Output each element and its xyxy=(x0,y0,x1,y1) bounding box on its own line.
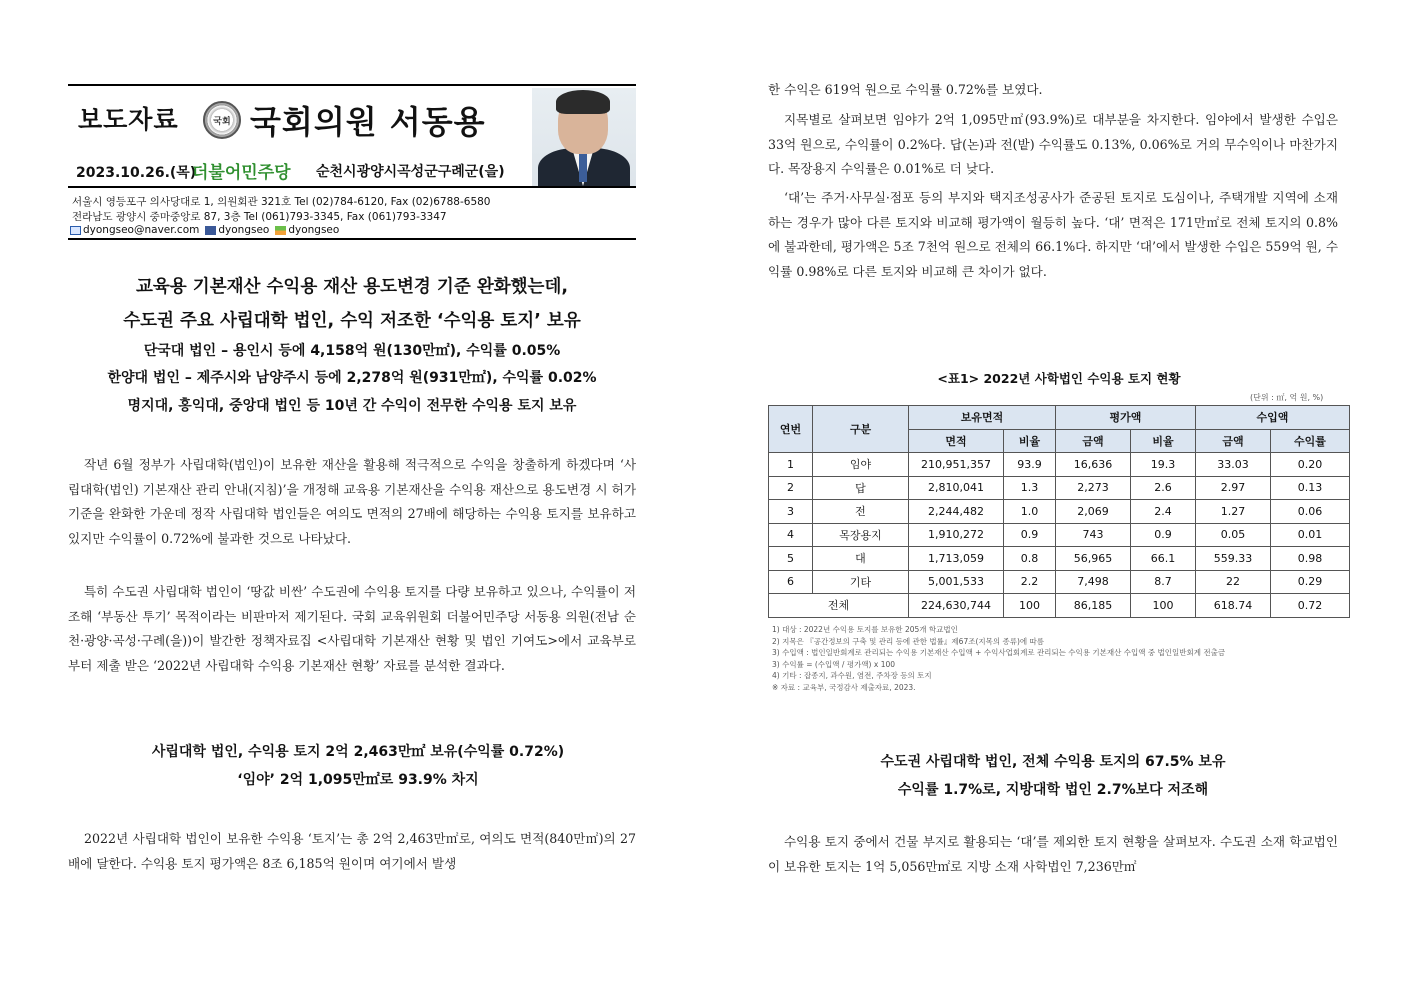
gwangyang-address: 전라남도 광양시 중마중앙로 87, 3층 Tel (061)793-3345, Fax (061)793-3347 xyxy=(72,211,447,223)
table-cell: 기타 xyxy=(813,570,909,594)
headline-line-2: 수도권 주요 사립대학 법인, 수익 저조한 ‘수익용 토지’ 보유 xyxy=(123,311,581,331)
table-cell: 19.3 xyxy=(1131,453,1196,477)
table-cell: 2,069 xyxy=(1056,500,1131,524)
table-cell: 0.9 xyxy=(1131,523,1196,547)
table-cell: 559.33 xyxy=(1196,547,1271,571)
body-paragraph-1: 작년 6월 정부가 사립대학(법인)이 보유한 재산을 활용해 적극적으로 수익을 창출하게 하겠다며 ‘사립대학(법인) 기본재산 관리 안내(지침)’을 개정해 교육용 기본재산을 수익용 재산으로 용도변경 시 허가 기준을 완화한 가운데 정작 사립대학 법인들은 여의도 면적의 27배에 해당하는 수익용 토지를 보유하고 있지만 수익률이 0.72%에 불과한 것으로 나타났다. xyxy=(68,457,636,546)
table-cell: 0.72 xyxy=(1271,594,1350,618)
table-cell: 전체 xyxy=(769,594,909,618)
table-cell: 대 xyxy=(813,547,909,571)
table-cell: 1,713,059 xyxy=(909,547,1004,571)
table-cell: 0.8 xyxy=(1004,547,1056,571)
table-notes xyxy=(772,624,1225,693)
release-date: 2023.10.26.(목) xyxy=(76,165,197,181)
table-row xyxy=(769,500,1350,524)
table-cell: 66.1 xyxy=(1131,547,1196,571)
table-cell: 3 xyxy=(769,500,813,524)
table-cell: 56,965 xyxy=(1056,547,1131,571)
table-cell: 1.3 xyxy=(1004,476,1056,500)
table-cell: 618.74 xyxy=(1196,594,1271,618)
table-cell: 8.7 xyxy=(1131,570,1196,594)
table-cell: 1.27 xyxy=(1196,500,1271,524)
table-cell: 0.20 xyxy=(1271,453,1350,477)
table-cell: 0.05 xyxy=(1196,523,1271,547)
national-assembly-seal-icon: 국회 xyxy=(203,101,241,139)
land-holdings-table xyxy=(768,405,1350,618)
body-paragraph-5: ‘대’는 주거·사무실·점포 등의 부지와 택지조성공사가 준공된 토지로 도심이나, 주택개발 지역에 소재하는 경우가 많아 다른 토지와 비교해 평가액이 월등히 높다. ‘대’ 면적은 171만㎡로 전체 토지의 0.8%에 불과한데, 평가액은 5조 7천억 원으로 전체의 66.1%다. 하지만 ‘대’에서 발생한 수입은 559억 원, 수익률 0.98%로 다른 토지와 비교해 큰 차이가 없다. xyxy=(768,190,1338,279)
subheadline-2: 한양대 법인 – 제주시와 남양주시 등에 2,278억 원(931만㎡), 수익률 0.02% xyxy=(107,370,597,386)
body-paragraph-6: 수익용 토지 중에서 건물 부지로 활용되는 ‘대’를 제외한 토지 현황을 살펴보자. 수도권 소재 학교법인이 보유한 토지는 1억 5,056만㎡로 지방 소재 사학법인 7,236만㎡ xyxy=(768,834,1338,874)
col-header-income: 수입액 xyxy=(1196,406,1350,430)
table-cell: 0.29 xyxy=(1271,570,1350,594)
col-header-ratio: 비율 xyxy=(1004,429,1056,453)
table-cell: 1 xyxy=(769,453,813,477)
table-cell: 0.9 xyxy=(1004,523,1056,547)
blog-icon xyxy=(275,226,286,235)
email-link[interactable]: dyongseo@naver.com xyxy=(70,224,199,236)
col-header-yield: 수익률 xyxy=(1271,429,1350,453)
table-row xyxy=(769,570,1350,594)
table-cell: 5,001,533 xyxy=(909,570,1004,594)
headline-line-1: 교육용 기본재산 수익용 재산 용도변경 기준 완화했는데, xyxy=(135,277,569,297)
table-row xyxy=(769,453,1350,477)
table-cell: 임야 xyxy=(813,453,909,477)
col-header-no: 연번 xyxy=(769,406,813,453)
table-cell: 7,498 xyxy=(1056,570,1131,594)
table-cell: 210,951,357 xyxy=(909,453,1004,477)
blog-link[interactable]: dyongseo xyxy=(275,224,339,236)
col-header-amount2: 금액 xyxy=(1196,429,1271,453)
section-heading-2a: 수도권 사립대학 법인, 전체 수익용 토지의 67.5% 보유 xyxy=(880,754,1226,770)
lawmaker-name: 국회의원 서동용 xyxy=(250,103,486,141)
facebook-icon xyxy=(205,226,216,235)
table-cell: 0.13 xyxy=(1271,476,1350,500)
table-cell: 2,810,041 xyxy=(909,476,1004,500)
table-cell: 4 xyxy=(769,523,813,547)
table-cell: 100 xyxy=(1004,594,1056,618)
table-cell: 16,636 xyxy=(1056,453,1131,477)
col-header-value: 평가액 xyxy=(1056,406,1196,430)
header-mid-rule xyxy=(68,186,636,188)
table-note: 3) 수익률 = (수입액 / 평가액) x 100 xyxy=(772,659,896,669)
table-cell: 22 xyxy=(1196,570,1271,594)
section-heading-2b: 수익률 1.7%로, 지방대학 법인 2.7%보다 저조해 xyxy=(897,782,1209,798)
table-note: 1) 대상 : 2022년 수익용 토지를 보유한 205개 학교법인 xyxy=(772,625,958,634)
facebook-link[interactable]: dyongseo xyxy=(205,224,269,236)
district-name: 순천시광양시곡성군구례군(을) xyxy=(316,164,505,180)
table-cell: 1.0 xyxy=(1004,500,1056,524)
table-cell: 100 xyxy=(1131,594,1196,618)
table-cell: 5 xyxy=(769,547,813,571)
table-cell: 0.06 xyxy=(1271,500,1350,524)
section-heading-1b: ‘임야’ 2억 1,095만㎡로 93.9% 차지 xyxy=(237,772,479,788)
press-release-label: 보도자료 xyxy=(78,105,179,134)
table-title: <표1> 2022년 사학법인 수익용 토지 현황 xyxy=(937,371,1181,386)
col-header-ratio2: 비율 xyxy=(1131,429,1196,453)
body-paragraph-3: 2022년 사립대학 법인이 보유한 수익용 ‘토지’는 총 2억 2,463만㎡로, 여의도 면적(840만㎡)의 27배에 달한다. 수익용 토지 평가액은 8조 6,185억 원이며 여기에서 발생 xyxy=(68,831,636,871)
table-cell: 743 xyxy=(1056,523,1131,547)
table-cell: 목장용지 xyxy=(813,523,909,547)
subheadline-1: 단국대 법인 – 용인시 등에 4,158억 원(130만㎡), 수익률 0.05% xyxy=(143,343,561,359)
table-total-row xyxy=(769,594,1350,618)
table-unit: (단위 : ㎡, 억 원, %) xyxy=(1250,393,1324,402)
table-cell: 2.2 xyxy=(1004,570,1056,594)
table-note: ※ 자료 : 교육부, 국정감사 제출자료, 2023. xyxy=(772,682,916,692)
table-cell: 2.4 xyxy=(1131,500,1196,524)
table-cell: 0.01 xyxy=(1271,523,1350,547)
lawmaker-photo xyxy=(532,88,636,186)
table-row xyxy=(769,523,1350,547)
body-paragraph-2: 특히 수도권 사립대학 법인이 ‘땅값 비싼’ 수도권에 수익용 토지를 다량 보유하고 있으나, 수익률이 저조해 ‘부동산 투기’ 목적이라는 비판마저 제기된다. 국회 교육위원회 더불어민주당 서동용 의원(전남 순천·광양·곡성·구례(을))이 발간한 정책자료집 <사립대학 기본재산 현황 및 법인 기여도>에서 교육부로부터 제출 받은 ‘2022년 사립대학 수익용 기본재산 현황’ 자료를 분석한 결과다. xyxy=(68,584,636,673)
col-header-area: 면적 xyxy=(909,429,1004,453)
seoul-address: 서울시 영등포구 의사당대로 1, 의원회관 321호 Tel (02)784-6120, Fax (02)6788-6580 xyxy=(72,196,491,208)
table-cell: 6 xyxy=(769,570,813,594)
contact-links xyxy=(70,224,339,236)
header-bottom-rule xyxy=(68,238,636,240)
table-cell: 224,630,744 xyxy=(909,594,1004,618)
table-note: 2) 지목은 『공간정보의 구축 및 관리 등에 관한 법률』제67조(지목의 종류)에 따름 xyxy=(772,636,1045,646)
table-cell: 2,273 xyxy=(1056,476,1131,500)
table-cell: 2 xyxy=(769,476,813,500)
col-header-category: 구분 xyxy=(813,406,909,453)
header-top-rule xyxy=(68,84,636,86)
table-cell: 2.6 xyxy=(1131,476,1196,500)
table-cell: 93.9 xyxy=(1004,453,1056,477)
mail-icon xyxy=(70,226,81,235)
table-note: 4) 기타 : 잡종지, 과수원, 염전, 주차장 등의 토지 xyxy=(772,671,932,680)
table-note: 3) 수입액 : 법인일반회계로 관리되는 수익용 기본재산 수입액 + 수익사업회계로 관리되는 수익용 기본재산 수입액 중 법인일반회계 전출금 xyxy=(772,648,1226,657)
section-heading-1a: 사립대학 법인, 수익용 토지 2억 2,463만㎡ 보유(수익률 0.72%) xyxy=(151,744,565,760)
subheadline-3: 명지대, 홍익대, 중앙대 법인 등 10년 간 수익이 전무한 수익용 토지 보유 xyxy=(127,398,577,414)
table-cell: 2.97 xyxy=(1196,476,1271,500)
table-cell: 86,185 xyxy=(1056,594,1131,618)
table-cell: 답 xyxy=(813,476,909,500)
table-cell: 전 xyxy=(813,500,909,524)
col-header-holding: 보유면적 xyxy=(909,406,1056,430)
col-header-amount: 금액 xyxy=(1056,429,1131,453)
party-logo: 더불어민주당 xyxy=(192,163,291,183)
table-cell: 0.98 xyxy=(1271,547,1350,571)
table-cell: 1,910,272 xyxy=(909,523,1004,547)
table-row xyxy=(769,547,1350,571)
body-paragraph-continued: 한 수익은 619억 원으로 수익률 0.72%를 보였다. xyxy=(768,82,1043,97)
body-paragraph-4: 지목별로 살펴보면 임야가 2억 1,095만㎡(93.9%)로 대부분을 차지한다. 임야에서 발생한 수입은 33억 원으로, 수익률이 0.2%다. 답(논)과 전(밭) 수익률도 0.13%, 0.06%로 거의 무수익이나 마찬가지다. 목장용지 수익률은 0.01%로 더 낮다. xyxy=(768,112,1338,177)
table-row xyxy=(769,476,1350,500)
table-cell: 33.03 xyxy=(1196,453,1271,477)
table-cell: 2,244,482 xyxy=(909,500,1004,524)
